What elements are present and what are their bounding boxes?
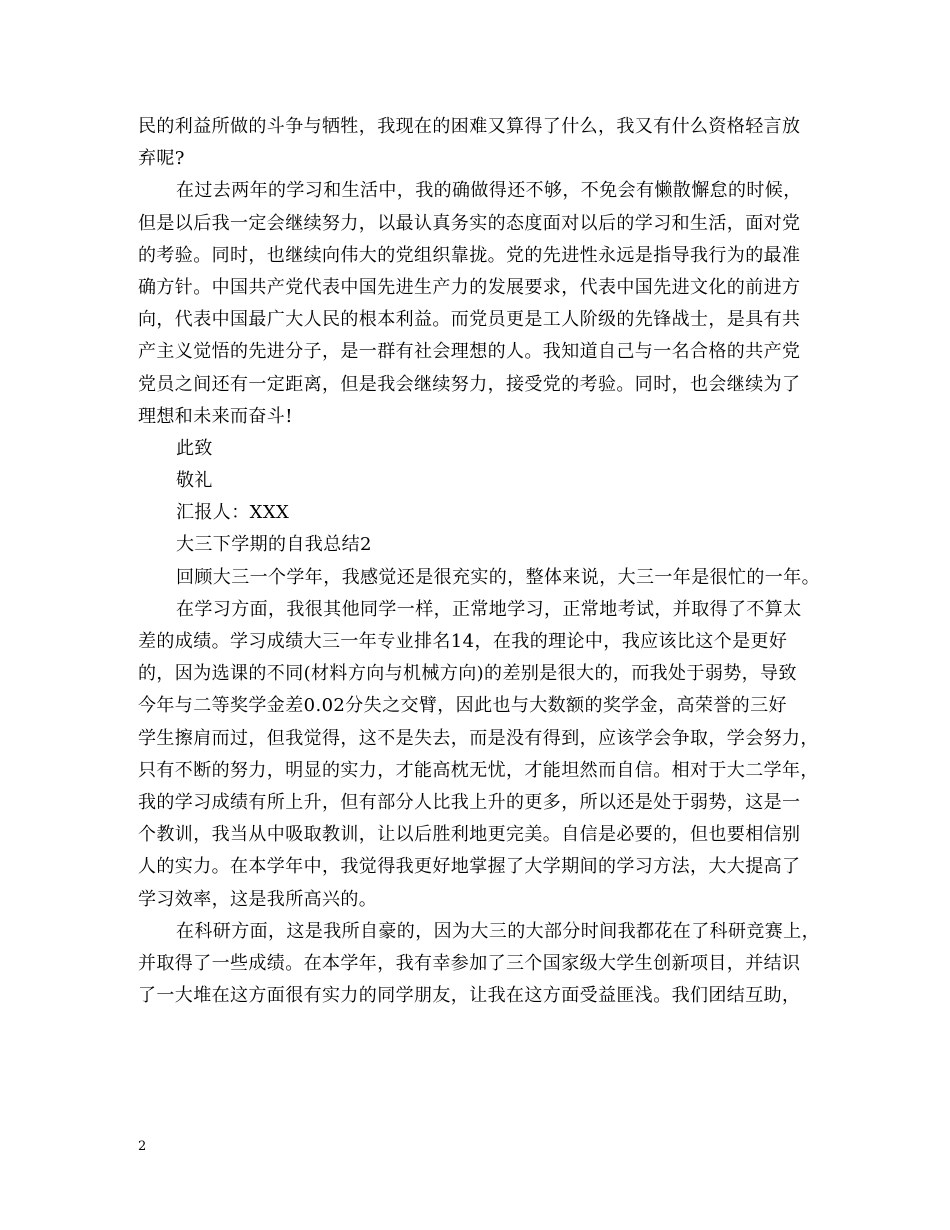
text-line: 大三下学期的自我总结2 <box>176 534 372 556</box>
text-line: 党员之间还有一定距离，但是我会继续努力，接受党的考验。同时，也会继续为了 <box>138 373 801 395</box>
body-text <box>138 111 838 1012</box>
text-line: 产主义觉悟的先进分子，是一群有社会理想的人。我知道自己与一名合格的共产党 <box>138 341 801 363</box>
text-line: 学习效率，这是我所高兴的。 <box>138 888 378 910</box>
text-line: 在过去两年的学习和生活中，我的确做得还不够，不免会有懒散懈怠的时候， <box>176 180 802 202</box>
text-line: 的，因为选课的不同(材料方向与机械方向)的差别是很大的，而我处于弱势，导致 <box>138 663 797 685</box>
text-line: 学生擦肩而过，但我觉得，这不是失去，而是没有得到，应该学会争取，学会努力， <box>138 727 819 749</box>
text-line: 但是以后我一定会继续努力，以最认真务实的态度面对以后的学习和生活，面对党 <box>138 212 801 234</box>
text-line: 敬礼 <box>176 470 213 492</box>
text-line: 今年与二等奖学金差0.02分失之交臂，因此也与大数额的奖学金，高荣誉的三好 <box>138 695 787 717</box>
text-line: 我的学习成绩有所上升，但有部分人比我上升的更多，所以还是处于弱势，这是一 <box>138 791 801 813</box>
text-line: 并取得了一些成绩。在本学年，我有幸参加了三个国家级大学生创新项目，并结识 <box>138 952 801 974</box>
text-line: 的考验。同时，也继续向伟大的党组织靠拢。党的先进性永远是指导我行为的最准 <box>138 244 801 266</box>
text-line: 人的实力。在本学年中，我觉得我更好地掌握了大学期间的学习方法，大大提高了 <box>138 856 801 878</box>
text-line: 个教训，我当从中吸取教训，让以后胜利地更完美。自信是必要的，但也要相信别 <box>138 824 801 846</box>
text-line: 只有不断的努力，明显的实力，才能高枕无忧，才能坦然而自信。相对于大二学年， <box>138 759 819 781</box>
text-line: 在科研方面，这是我所自豪的，因为大三的大部分时间我都花在了科研竞赛上， <box>176 920 820 942</box>
page-number: 2 <box>138 1139 147 1154</box>
text-line: 民的利益所做的斗争与牺牲，我现在的困难又算得了什么，我又有什么资格轻言放 <box>138 116 801 137</box>
text-line: 此致 <box>176 437 213 459</box>
text-line: 向，代表中国最广大人民的根本利益。而党员更是工人阶级的先锋战士，是具有共 <box>138 309 801 331</box>
text-line: 弃呢? <box>138 148 185 170</box>
text-line: 了一大堆在这方面很有实力的同学朋友，让我在这方面受益匪浅。我们团结互助， <box>138 985 801 1007</box>
text-line: 回顾大三一个学年，我感觉还是很充实的，整体来说，大三一年是很忙的一年。 <box>176 566 820 588</box>
text-line: 差的成绩。学习成绩大三一年专业排名14，在我的理论中，我应该比这个是更好 <box>138 631 788 652</box>
text-line: 确方针。中国共产党代表中国先进生产力的发展要求，代表中国先进文化的前进方 <box>138 276 801 298</box>
text-line: 在学习方面，我很其他同学一样，正常地学习，正常地考试，并取得了不算太 <box>176 598 802 620</box>
text-line: 汇报人：XXX <box>176 502 290 524</box>
text-line: 理想和未来而奋斗! <box>138 405 293 427</box>
